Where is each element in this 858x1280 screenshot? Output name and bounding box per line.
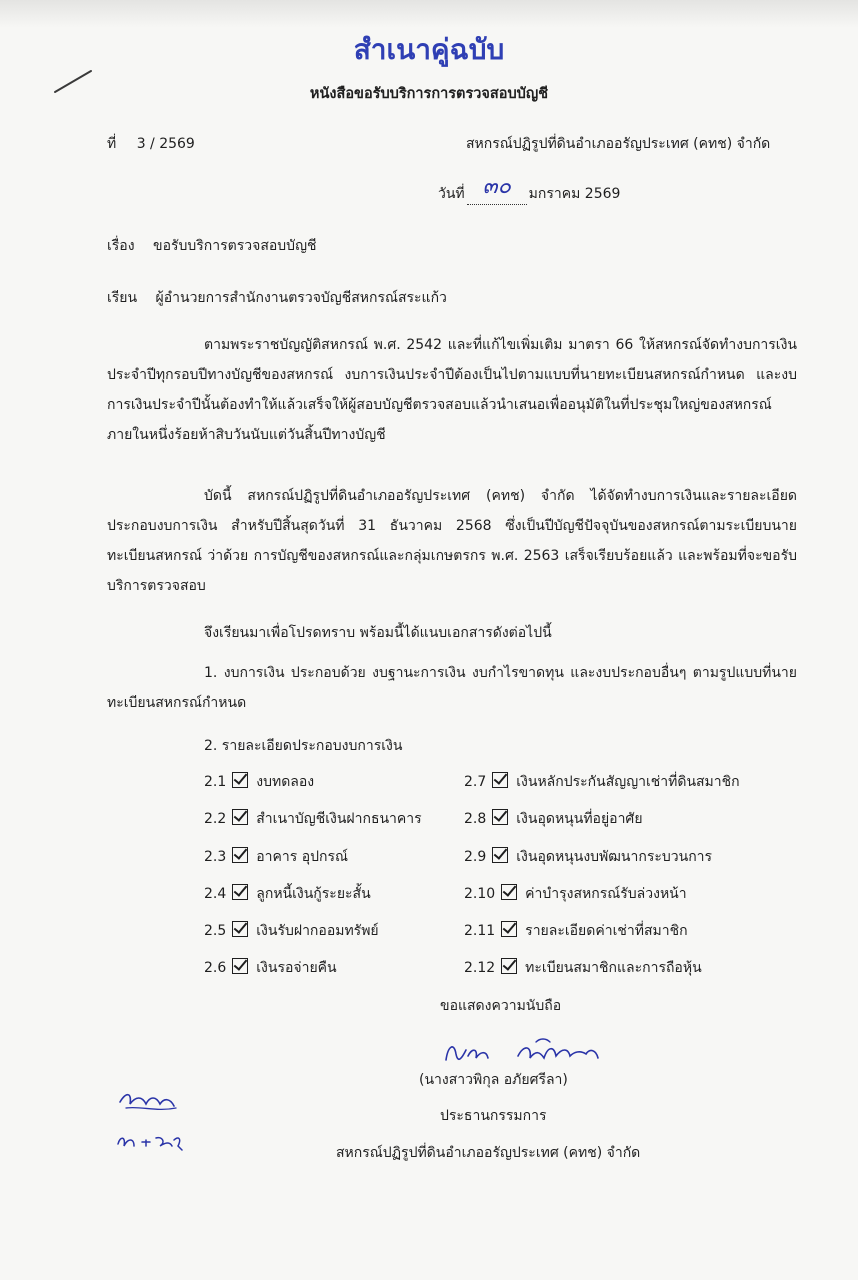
checkbox-checked-icon xyxy=(501,921,517,937)
checklist-text: อาคาร อุปกรณ์ xyxy=(256,849,349,865)
checkbox-checked-icon xyxy=(492,772,508,788)
checklist-number: 2.7 xyxy=(464,774,487,790)
body-paragraph-1 xyxy=(107,330,797,450)
reference-value: 3 / 2569 xyxy=(136,136,195,152)
subject-text: ขอรับบริการตรวจสอบบัญชี xyxy=(153,238,317,254)
checklist-text: เงินอุดหนุนงบพัฒนากระบวนการ xyxy=(516,849,713,865)
checkbox-checked-icon xyxy=(232,958,248,974)
checklist-item-2-9 xyxy=(464,846,712,868)
checklist-number: 2.1 xyxy=(204,774,227,790)
closing-regards: ขอแสดงความนับถือ xyxy=(440,998,562,1014)
checklist-number: 2.8 xyxy=(464,811,487,827)
attachment-item-2-heading: 2. รายละเอียดประกอบงบการเงิน xyxy=(204,738,403,754)
checklist-item-2-10 xyxy=(464,883,687,905)
checkbox-checked-icon xyxy=(232,884,248,900)
checkbox-checked-icon xyxy=(501,884,517,900)
letter-title: หนังสือขอรับบริการการตรวจสอบบัญชี xyxy=(309,86,549,102)
handwritten-signature xyxy=(440,1034,620,1070)
received-initials-mark xyxy=(112,1082,192,1162)
recipient-label: เรียน xyxy=(107,290,138,306)
checklist-number: 2.9 xyxy=(464,849,487,865)
checklist-item-2-6 xyxy=(204,957,337,979)
subject-label: เรื่อง xyxy=(107,238,135,254)
margin-pen-mark xyxy=(52,66,94,96)
checklist-item-2-12 xyxy=(464,957,702,979)
checklist-text: ลูกหนี้เงินกู้ระยะสั้น xyxy=(256,886,371,902)
scan-shadow xyxy=(0,0,858,28)
checklist-text: เงินรอจ่ายคืน xyxy=(256,960,337,976)
body-paragraph-2 xyxy=(107,481,797,601)
checklist-number: 2.12 xyxy=(464,960,496,976)
checkbox-checked-icon xyxy=(232,772,248,788)
attachment-item-1 xyxy=(107,658,797,718)
checklist-number: 2.2 xyxy=(204,811,227,827)
paragraph-3-text: จึงเรียนมาเพื่อโปรดทราบ พร้อมนี้ได้แนบเอกสารดังต่อไปนี้ xyxy=(204,625,552,641)
checklist-text: เงินหลักประกันสัญญาเช่าที่ดินสมาชิก xyxy=(516,774,740,790)
checklist-item-2-2 xyxy=(204,808,422,830)
checklist-text: รายละเอียดค่าเช่าที่สมาชิก xyxy=(525,923,688,939)
date-line xyxy=(438,174,621,205)
checklist-text: ค่าบำรุงสหกรณ์รับล่วงหน้า xyxy=(525,886,687,902)
checkbox-checked-icon xyxy=(492,809,508,825)
date-month-year: มกราคม 2569 xyxy=(528,186,621,202)
recipient-line xyxy=(107,287,447,309)
body-paragraph-3 xyxy=(107,618,797,648)
checklist-item-2-8 xyxy=(464,808,643,830)
date-day-handwritten: ๓๐ xyxy=(482,174,511,199)
checklist-text: สำเนาบัญชีเงินฝากธนาคาร xyxy=(256,811,422,827)
checklist-number: 2.3 xyxy=(204,849,227,865)
signer-name: (นางสาวพิกุล อภัยศรีลา) xyxy=(419,1072,568,1088)
checklist-item-2-5 xyxy=(204,920,379,942)
paragraph-1-text: ตามพระราชบัญญัติสหกรณ์ พ.ศ. 2542 และที่แก้ไขเพิ่มเติม มาตรา 66 ให้สหกรณ์จัดทำงบการเงินประจำปีทุกรอบปีทางบัญชีของสหกรณ์ งบการเงินประจำปีต้องเป็นไปตามแบบที่นายทะเบียนสหกรณ์กำหนด และงบการเงินประจำปีนั้นต้องทำให้แล้วเสร็จให้ผู้สอบบัญชีตรวจสอบแล้วนำเสนอเพื่ออนุมัติในที่ประชุมใหญ่ของสหกรณ์ภายในหนึ่งร้อยห้าสิบวันนับแต่วันสิ้นปีทางบัญชี xyxy=(107,337,797,443)
checklist-text: ทะเบียนสมาชิกและการถือหุ้น xyxy=(525,960,702,976)
checkbox-checked-icon xyxy=(232,847,248,863)
recipient-text: ผู้อำนวยการสำนักงานตรวจบัญชีสหกรณ์สระแก้ว xyxy=(155,290,447,306)
checkbox-checked-icon xyxy=(232,921,248,937)
checklist-item-2-3 xyxy=(204,846,348,868)
checklist-text: เงินรับฝากออมทรัพย์ xyxy=(256,923,379,939)
signer-title: ประธานกรรมการ xyxy=(440,1108,547,1124)
checklist-text: งบทดลอง xyxy=(256,774,315,790)
checkbox-checked-icon xyxy=(232,809,248,825)
checklist-item-2-11 xyxy=(464,920,688,942)
checklist-item-2-7 xyxy=(464,771,740,793)
date-day-field xyxy=(467,174,527,205)
checklist-number: 2.11 xyxy=(464,923,496,939)
reference-label: ที่ xyxy=(107,136,117,152)
reference-number xyxy=(107,133,195,155)
item-1-text: 1. งบการเงิน ประกอบด้วย งบฐานะการเงิน งบกำไรขาดทุน และงบประกอบอื่นๆ ตามรูปแบบที่นายทะเบียนสหกรณ์กำหนด xyxy=(107,665,797,711)
subject-line xyxy=(107,235,317,257)
checklist-number: 2.4 xyxy=(204,886,227,902)
checklist-text: เงินอุดหนุนที่อยู่อาศัย xyxy=(516,811,643,827)
checklist-number: 2.5 xyxy=(204,923,227,939)
checklist-number: 2.10 xyxy=(464,886,496,902)
checklist-item-2-4 xyxy=(204,883,371,905)
signer-organization: สหกรณ์ปฏิรูปที่ดินอำเภออรัญประเทศ (คทช) จำกัด xyxy=(336,1145,641,1161)
sender-organization: สหกรณ์ปฏิรูปที่ดินอำเภออรัญประเทศ (คทช) จำกัด xyxy=(466,136,771,152)
paragraph-2-text: บัดนี้ สหกรณ์ปฏิรูปที่ดินอำเภออรัญประเทศ (คทช) จำกัด ได้จัดทำงบการเงินและรายละเอียดประกอบงบการเงิน สำหรับปีสิ้นสุดวันที่ 31 ธันวาคม 2568 ซึ่งเป็นปีบัญชีปัจจุบันของสหกรณ์ตามระเบียบนายทะเบียนสหกรณ์ ว่าด้วย การบัญชีของสหกรณ์และกลุ่มเกษตรกร พ.ศ. 2563 เสร็จเรียบร้อยแล้ว และพร้อมที่จะขอรับบริการตรวจสอบ xyxy=(107,488,797,594)
checklist-number: 2.6 xyxy=(204,960,227,976)
date-label: วันที่ xyxy=(438,186,465,202)
copy-stamp: สำเนาคู่ฉบับ xyxy=(353,33,505,66)
checkbox-checked-icon xyxy=(501,958,517,974)
checkbox-checked-icon xyxy=(492,847,508,863)
checklist-item-2-1 xyxy=(204,771,314,793)
